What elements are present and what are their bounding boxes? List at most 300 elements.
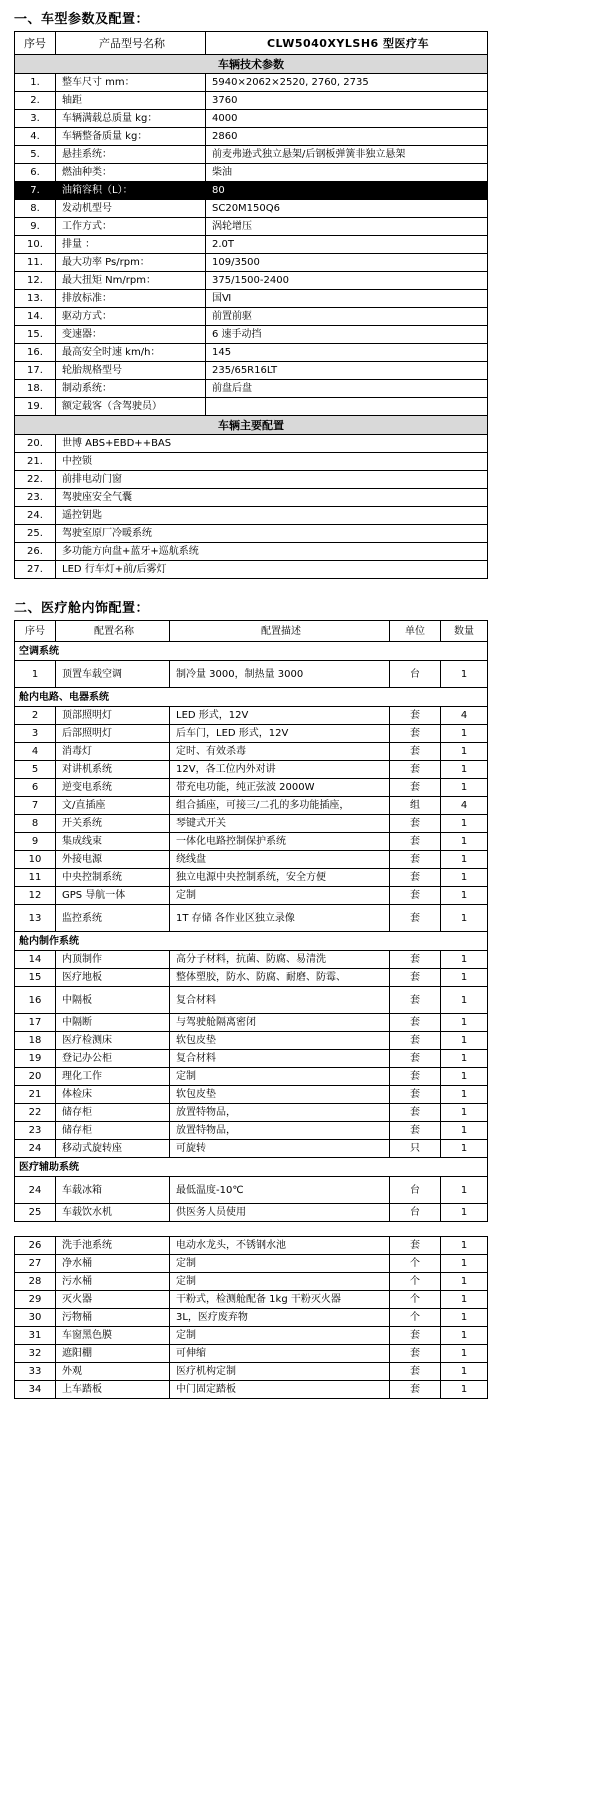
row-name: 集成线束 — [56, 833, 170, 851]
row-qty: 4 — [441, 707, 488, 725]
table-row — [15, 1273, 488, 1291]
row-num: 5. — [15, 146, 56, 164]
table-row — [15, 1255, 488, 1273]
row-num: 22. — [15, 471, 56, 489]
row-num: 29 — [15, 1291, 56, 1309]
row-num: 25. — [15, 525, 56, 543]
row-desc: 组合插座，可接三/二孔的多功能插座， — [170, 797, 390, 815]
row-name: 外观 — [56, 1363, 170, 1381]
row-qty: 1 — [441, 743, 488, 761]
row-name: 消毒灯 — [56, 743, 170, 761]
row-unit: 套 — [390, 905, 441, 932]
row-name: 移动式旋转座 — [56, 1140, 170, 1158]
row-unit: 套 — [390, 1327, 441, 1345]
row-name: 车辆满载总质量 kg： — [56, 110, 206, 128]
row-unit: 套 — [390, 969, 441, 987]
row-qty: 1 — [441, 851, 488, 869]
row-name: 逆变电系统 — [56, 779, 170, 797]
row-num: 24. — [15, 507, 56, 525]
row-unit: 套 — [390, 1050, 441, 1068]
group-label: 舱内电路、电器系统 — [15, 688, 488, 707]
row-name: 油箱容积（L）： — [56, 182, 206, 200]
row-value: 235/65R16LT — [206, 362, 488, 380]
group-row — [15, 688, 488, 707]
table-row — [15, 344, 488, 362]
row-desc: 12V，各工位内外对讲 — [170, 761, 390, 779]
row-name: 中央控制系统 — [56, 869, 170, 887]
row-unit: 台 — [390, 1177, 441, 1204]
group-label: 舱内制作系统 — [15, 932, 488, 951]
row-desc: 高分子材料，抗菌、防腐、易清洗 — [170, 951, 390, 969]
row-desc: 制冷量 3000，制热量 3000 — [170, 661, 390, 688]
table-row — [15, 951, 488, 969]
row-unit: 套 — [390, 1363, 441, 1381]
row-unit: 套 — [390, 869, 441, 887]
col-header-name: 配置名称 — [56, 621, 170, 642]
section-title-vehicle-params: 一、车型参数及配置： — [14, 12, 150, 27]
row-name: 车窗黑色膜 — [56, 1327, 170, 1345]
row-name: 轴距 — [56, 92, 206, 110]
row-name: 监控系统 — [56, 905, 170, 932]
row-unit: 组 — [390, 797, 441, 815]
row-name: 体检床 — [56, 1086, 170, 1104]
table-row — [15, 869, 488, 887]
row-qty: 1 — [441, 1381, 488, 1399]
band-row-tech-params — [15, 55, 488, 74]
table-row — [15, 887, 488, 905]
row-num: 3 — [15, 725, 56, 743]
row-name: 开关系统 — [56, 815, 170, 833]
row-name: 驱动方式： — [56, 308, 206, 326]
table-row — [15, 146, 488, 164]
row-name: 车载冰箱 — [56, 1177, 170, 1204]
row-num: 27. — [15, 561, 56, 579]
row-name: 制动系统： — [56, 380, 206, 398]
row-name: 储存柜 — [56, 1122, 170, 1140]
row-desc: 独立电源中央控制系统，安全方便 — [170, 869, 390, 887]
row-num: 12 — [15, 887, 56, 905]
row-unit: 套 — [390, 1381, 441, 1399]
row-desc: 干粉式，检测舱配备 1kg 干粉灭火器 — [170, 1291, 390, 1309]
row-value: 涡轮增压 — [206, 218, 488, 236]
table-row — [15, 1140, 488, 1158]
row-num: 26. — [15, 543, 56, 561]
table-header-row — [15, 32, 488, 55]
row-num: 25 — [15, 1204, 56, 1222]
row-desc: 带充电功能，纯正弦波 2000W — [170, 779, 390, 797]
row-name: 洗手池系统 — [56, 1237, 170, 1255]
row-value: SC20M150Q6 — [206, 200, 488, 218]
row-name: 顶部照明灯 — [56, 707, 170, 725]
row-num: 19. — [15, 398, 56, 416]
row-unit: 套 — [390, 1014, 441, 1032]
row-value: 2.0T — [206, 236, 488, 254]
row-num: 10 — [15, 851, 56, 869]
table-row — [15, 1345, 488, 1363]
row-desc: 一体化电路控制保护系统 — [170, 833, 390, 851]
row-desc: 放置特物品， — [170, 1104, 390, 1122]
table-row — [15, 1237, 488, 1255]
row-num: 12. — [15, 272, 56, 290]
row-name: LED 行车灯+前/后雾灯 — [56, 561, 488, 579]
row-num: 27 — [15, 1255, 56, 1273]
table-row — [15, 987, 488, 1014]
row-qty: 1 — [441, 905, 488, 932]
row-qty: 1 — [441, 833, 488, 851]
row-name: 中隔断 — [56, 1014, 170, 1032]
row-desc: 复合材料 — [170, 987, 390, 1014]
row-qty: 1 — [441, 1345, 488, 1363]
row-value: 80 — [206, 182, 488, 200]
group-row — [15, 932, 488, 951]
row-qty: 1 — [441, 1363, 488, 1381]
row-value: 109/3500 — [206, 254, 488, 272]
row-num: 20 — [15, 1068, 56, 1086]
row-name: 理化工作 — [56, 1068, 170, 1086]
row-name: 上车踏板 — [56, 1381, 170, 1399]
row-unit: 套 — [390, 1104, 441, 1122]
row-desc: 可伸缩 — [170, 1345, 390, 1363]
row-qty: 1 — [441, 1122, 488, 1140]
row-name: 工作方式： — [56, 218, 206, 236]
row-qty: 1 — [441, 1140, 488, 1158]
col-header-num: 序号 — [15, 32, 56, 55]
row-num: 23. — [15, 489, 56, 507]
row-num: 11. — [15, 254, 56, 272]
table-row — [15, 1104, 488, 1122]
row-value: 5940×2062×2520, 2760, 2735 — [206, 74, 488, 92]
row-qty: 1 — [441, 1291, 488, 1309]
row-desc: 整体塑胶，防水、防腐、耐磨、防霉、 — [170, 969, 390, 987]
row-name: 多功能方向盘+蓝牙+巡航系统 — [56, 543, 488, 561]
row-value: 3760 — [206, 92, 488, 110]
row-num: 16. — [15, 344, 56, 362]
band-row-main-config — [15, 416, 488, 435]
row-num: 8 — [15, 815, 56, 833]
row-qty: 1 — [441, 1327, 488, 1345]
row-unit: 套 — [390, 1032, 441, 1050]
row-unit: 套 — [390, 1345, 441, 1363]
group-row — [15, 642, 488, 661]
section-title-cabin-config: 二、医疗舱内饰配置： — [14, 601, 150, 616]
row-name: 中控锁 — [56, 453, 488, 471]
cabin-config-extra-table — [14, 1236, 488, 1399]
table-row — [15, 435, 488, 453]
row-desc: 琴键式开关 — [170, 815, 390, 833]
row-num: 23 — [15, 1122, 56, 1140]
table-row — [15, 561, 488, 579]
row-unit: 套 — [390, 743, 441, 761]
row-num: 2. — [15, 92, 56, 110]
row-desc: 定制 — [170, 1255, 390, 1273]
row-num: 30 — [15, 1309, 56, 1327]
row-name: 内顶制作 — [56, 951, 170, 969]
table-row — [15, 661, 488, 688]
row-unit: 套 — [390, 725, 441, 743]
row-qty: 1 — [441, 969, 488, 987]
table-row — [15, 1050, 488, 1068]
row-num: 14. — [15, 308, 56, 326]
row-unit: 套 — [390, 987, 441, 1014]
row-num: 17 — [15, 1014, 56, 1032]
row-qty: 1 — [441, 887, 488, 905]
row-num: 9 — [15, 833, 56, 851]
row-value: 2860 — [206, 128, 488, 146]
table-row — [15, 815, 488, 833]
table-row — [15, 308, 488, 326]
row-qty: 1 — [441, 1068, 488, 1086]
table-row — [15, 290, 488, 308]
row-num: 26 — [15, 1237, 56, 1255]
row-desc: 软包皮垫 — [170, 1086, 390, 1104]
row-unit: 套 — [390, 851, 441, 869]
row-name: 顶置车载空调 — [56, 661, 170, 688]
row-name: 储存柜 — [56, 1104, 170, 1122]
row-desc: 电动水龙头，不锈钢水池 — [170, 1237, 390, 1255]
table-row — [15, 398, 488, 416]
row-num: 19 — [15, 1050, 56, 1068]
row-qty: 1 — [441, 951, 488, 969]
table-row — [15, 380, 488, 398]
row-unit: 只 — [390, 1140, 441, 1158]
row-name: 悬挂系统： — [56, 146, 206, 164]
col-header-unit: 单位 — [390, 621, 441, 642]
row-num: 18. — [15, 380, 56, 398]
row-desc: 1T 存储 各作业区独立录像 — [170, 905, 390, 932]
row-name: 排量 ： — [56, 236, 206, 254]
row-name: 驾驶室原厂冷暖系统 — [56, 525, 488, 543]
row-value: 前麦弗逊式独立悬架/后钢板弹簧非独立悬架 — [206, 146, 488, 164]
table-row — [15, 525, 488, 543]
row-unit: 套 — [390, 1086, 441, 1104]
row-desc: 与驾驶舱隔离密闭 — [170, 1014, 390, 1032]
row-num: 1. — [15, 74, 56, 92]
row-qty: 1 — [441, 761, 488, 779]
row-desc: 绕线盘 — [170, 851, 390, 869]
table-row — [15, 743, 488, 761]
row-name: 对讲机系统 — [56, 761, 170, 779]
row-name: 整车尺寸 mm： — [56, 74, 206, 92]
row-name: 净水桶 — [56, 1255, 170, 1273]
row-qty: 1 — [441, 815, 488, 833]
row-name: 燃油种类： — [56, 164, 206, 182]
row-unit: 套 — [390, 707, 441, 725]
row-desc: 定时、有效杀毒 — [170, 743, 390, 761]
row-qty: 1 — [441, 1237, 488, 1255]
table-row — [15, 543, 488, 561]
document-page — [0, 8, 600, 1399]
row-num: 33 — [15, 1363, 56, 1381]
group-label: 医疗辅助系统 — [15, 1158, 488, 1177]
row-name: 排放标准： — [56, 290, 206, 308]
row-qty: 1 — [441, 1104, 488, 1122]
table-row — [15, 507, 488, 525]
row-unit: 台 — [390, 1204, 441, 1222]
row-name: 额定载客（含驾驶员） — [56, 398, 206, 416]
row-name: 遮阳棚 — [56, 1345, 170, 1363]
table-row — [15, 833, 488, 851]
row-qty: 1 — [441, 1032, 488, 1050]
row-name: 医疗地板 — [56, 969, 170, 987]
row-value: 前盘后盘 — [206, 380, 488, 398]
row-num: 7 — [15, 797, 56, 815]
table-row — [15, 471, 488, 489]
row-name: 最大扭矩 Nm/rpm： — [56, 272, 206, 290]
group-row — [15, 1158, 488, 1177]
row-unit: 个 — [390, 1291, 441, 1309]
table-row — [15, 779, 488, 797]
row-num: 34 — [15, 1381, 56, 1399]
row-value: 375/1500-2400 — [206, 272, 488, 290]
row-desc: 3L，医疗废弃物 — [170, 1309, 390, 1327]
table-row — [15, 1177, 488, 1204]
row-num: 2 — [15, 707, 56, 725]
row-num: 6. — [15, 164, 56, 182]
row-name: 轮胎规格型号 — [56, 362, 206, 380]
row-qty: 1 — [441, 1255, 488, 1273]
table-row — [15, 761, 488, 779]
row-name: 后部照明灯 — [56, 725, 170, 743]
row-num: 24 — [15, 1140, 56, 1158]
row-qty: 1 — [441, 987, 488, 1014]
row-value: 柴油 — [206, 164, 488, 182]
row-name: 外接电源 — [56, 851, 170, 869]
row-unit: 套 — [390, 1237, 441, 1255]
table-row — [15, 200, 488, 218]
row-num: 21 — [15, 1086, 56, 1104]
row-qty: 1 — [441, 661, 488, 688]
table-row — [15, 1309, 488, 1327]
row-name: 车载饮水机 — [56, 1204, 170, 1222]
table-row — [15, 1291, 488, 1309]
row-unit: 套 — [390, 779, 441, 797]
row-num: 5 — [15, 761, 56, 779]
row-unit: 套 — [390, 951, 441, 969]
band-label: 车辆技术参数 — [15, 55, 488, 74]
row-num: 17. — [15, 362, 56, 380]
table-row — [15, 707, 488, 725]
table-row — [15, 1014, 488, 1032]
table-row — [15, 254, 488, 272]
row-unit: 套 — [390, 815, 441, 833]
row-desc: 后车门，LED 形式，12V — [170, 725, 390, 743]
row-desc: 放置特物品， — [170, 1122, 390, 1140]
row-desc: 定制 — [170, 887, 390, 905]
row-num: 16 — [15, 987, 56, 1014]
row-name: 医疗检测床 — [56, 1032, 170, 1050]
row-desc: 定制 — [170, 1273, 390, 1291]
row-name: 前排电动门窗 — [56, 471, 488, 489]
table-row — [15, 236, 488, 254]
row-num: 14 — [15, 951, 56, 969]
row-num: 4. — [15, 128, 56, 146]
row-unit: 个 — [390, 1273, 441, 1291]
table-row — [15, 1068, 488, 1086]
row-name: 污水桶 — [56, 1273, 170, 1291]
row-num: 1 — [15, 661, 56, 688]
table-row — [15, 1381, 488, 1399]
table-row — [15, 74, 488, 92]
row-value: 145 — [206, 344, 488, 362]
row-name: 最高安全时速 km/h： — [56, 344, 206, 362]
group-label: 空调系统 — [15, 642, 488, 661]
row-unit: 套 — [390, 1068, 441, 1086]
row-num: 21. — [15, 453, 56, 471]
vehicle-params-table — [14, 31, 488, 579]
row-name: 发动机型号 — [56, 200, 206, 218]
col-header-name: 产品型号名称 — [56, 32, 206, 55]
row-value: 前置前驱 — [206, 308, 488, 326]
row-num: 31 — [15, 1327, 56, 1345]
table-row — [15, 182, 488, 200]
row-num: 4 — [15, 743, 56, 761]
table-row — [15, 92, 488, 110]
row-num: 7. — [15, 182, 56, 200]
row-qty: 1 — [441, 1177, 488, 1204]
row-name: 登记办公柜 — [56, 1050, 170, 1068]
row-desc: LED 形式，12V — [170, 707, 390, 725]
row-name: 变速器： — [56, 326, 206, 344]
table-row — [15, 1086, 488, 1104]
table-row — [15, 272, 488, 290]
col-header-desc: 配置描述 — [170, 621, 390, 642]
col-header-qty: 数量 — [441, 621, 488, 642]
row-num: 15. — [15, 326, 56, 344]
table-row — [15, 1204, 488, 1222]
table-row — [15, 969, 488, 987]
row-value: 6 速手动挡 — [206, 326, 488, 344]
row-qty: 1 — [441, 1204, 488, 1222]
row-value: 4000 — [206, 110, 488, 128]
row-num: 10. — [15, 236, 56, 254]
row-num: 11 — [15, 869, 56, 887]
row-desc: 可旋转 — [170, 1140, 390, 1158]
table-row — [15, 362, 488, 380]
table-row — [15, 1032, 488, 1050]
row-desc: 供医务人员使用 — [170, 1204, 390, 1222]
table-header-row — [15, 621, 488, 642]
row-desc: 最低温度-10℃ — [170, 1177, 390, 1204]
row-name: GPS 导航一体 — [56, 887, 170, 905]
row-name: 文/直插座 — [56, 797, 170, 815]
cabin-config-table — [14, 620, 488, 1222]
row-value: 国Ⅵ — [206, 290, 488, 308]
table-row — [15, 110, 488, 128]
row-num: 24 — [15, 1177, 56, 1204]
row-unit: 套 — [390, 761, 441, 779]
row-unit: 个 — [390, 1309, 441, 1327]
table-row — [15, 128, 488, 146]
table-row — [15, 725, 488, 743]
band-label: 车辆主要配置 — [15, 416, 488, 435]
row-name: 最大功率 Ps/rpm： — [56, 254, 206, 272]
table-row — [15, 797, 488, 815]
row-name: 中隔板 — [56, 987, 170, 1014]
row-qty: 1 — [441, 869, 488, 887]
row-num: 15 — [15, 969, 56, 987]
row-num: 3. — [15, 110, 56, 128]
table-row — [15, 489, 488, 507]
row-desc: 定制 — [170, 1068, 390, 1086]
row-qty: 1 — [441, 1273, 488, 1291]
row-name: 驾驶座安全气囊 — [56, 489, 488, 507]
row-desc: 软包皮垫 — [170, 1032, 390, 1050]
table-row — [15, 1122, 488, 1140]
row-num: 22 — [15, 1104, 56, 1122]
table-row — [15, 453, 488, 471]
table-row — [15, 218, 488, 236]
row-name: 世博 ABS+EBD++BAS — [56, 435, 488, 453]
